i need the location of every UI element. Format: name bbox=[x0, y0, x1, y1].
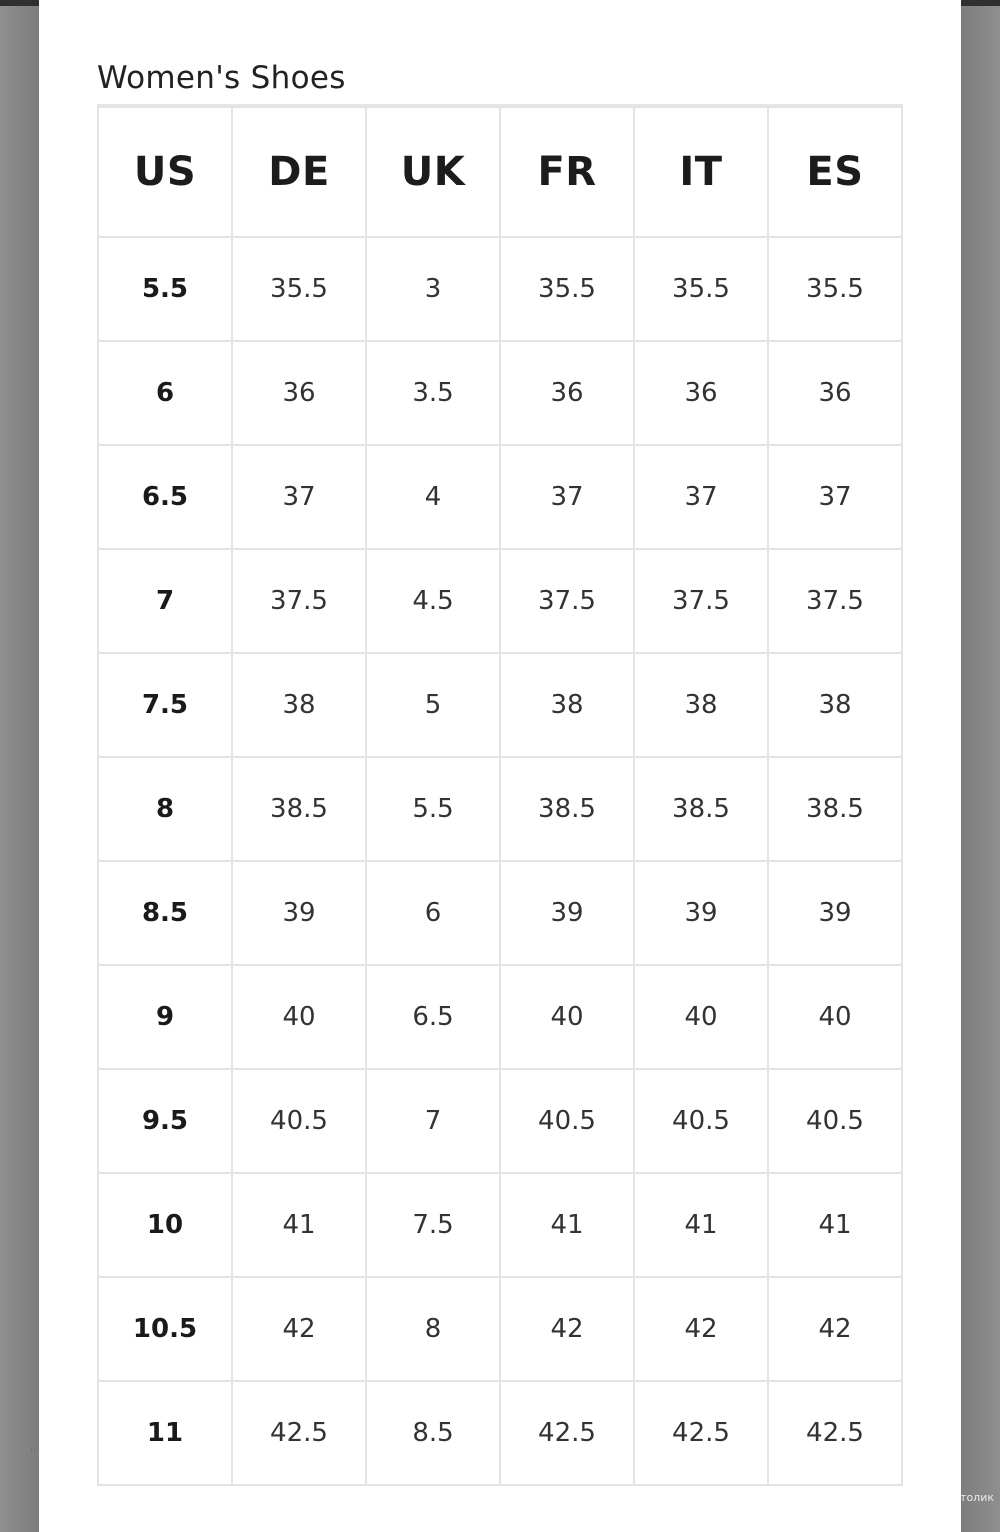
table-header-row bbox=[98, 107, 902, 237]
cell-de: 35.5 bbox=[232, 237, 366, 341]
cell-de: 40 bbox=[232, 965, 366, 1069]
column-header-uk: UK bbox=[366, 107, 500, 237]
cell-de: 39 bbox=[232, 861, 366, 965]
size-conversion-table bbox=[97, 106, 903, 1486]
cell-it: 40.5 bbox=[634, 1069, 768, 1173]
column-header-it: IT bbox=[634, 107, 768, 237]
cell-fr: 42 bbox=[500, 1277, 634, 1381]
cell-fr: 37 bbox=[500, 445, 634, 549]
cell-de: 40.5 bbox=[232, 1069, 366, 1173]
cell-it: 37 bbox=[634, 445, 768, 549]
cell-fr: 42.5 bbox=[500, 1381, 634, 1485]
table-row bbox=[98, 549, 902, 653]
right-background bbox=[961, 0, 1000, 1532]
cell-es: 39 bbox=[768, 861, 902, 965]
cell-us: 7 bbox=[98, 549, 232, 653]
table-row bbox=[98, 861, 902, 965]
cell-us: 5.5 bbox=[98, 237, 232, 341]
cell-it: 37.5 bbox=[634, 549, 768, 653]
cell-es: 38 bbox=[768, 653, 902, 757]
cell-uk: 3 bbox=[366, 237, 500, 341]
cell-uk: 6.5 bbox=[366, 965, 500, 1069]
cell-es: 42.5 bbox=[768, 1381, 902, 1485]
table-row bbox=[98, 653, 902, 757]
cell-us: 10.5 bbox=[98, 1277, 232, 1381]
cell-us: 10 bbox=[98, 1173, 232, 1277]
cell-uk: 8 bbox=[366, 1277, 500, 1381]
left-edge-mark: .. bbox=[30, 1442, 37, 1453]
cell-fr: 38.5 bbox=[500, 757, 634, 861]
cell-fr: 38 bbox=[500, 653, 634, 757]
cell-fr: 39 bbox=[500, 861, 634, 965]
cell-fr: 37.5 bbox=[500, 549, 634, 653]
table-row bbox=[98, 445, 902, 549]
cell-us: 6.5 bbox=[98, 445, 232, 549]
cell-us: 11 bbox=[98, 1381, 232, 1485]
cell-es: 37.5 bbox=[768, 549, 902, 653]
cell-es: 36 bbox=[768, 341, 902, 445]
cell-de: 38 bbox=[232, 653, 366, 757]
cell-uk: 7 bbox=[366, 1069, 500, 1173]
cell-us: 6 bbox=[98, 341, 232, 445]
column-header-de: DE bbox=[232, 107, 366, 237]
cell-uk: 4 bbox=[366, 445, 500, 549]
table-row bbox=[98, 757, 902, 861]
cell-es: 42 bbox=[768, 1277, 902, 1381]
cell-it: 38 bbox=[634, 653, 768, 757]
table-row bbox=[98, 965, 902, 1069]
cell-de: 38.5 bbox=[232, 757, 366, 861]
cell-it: 39 bbox=[634, 861, 768, 965]
cell-uk: 5 bbox=[366, 653, 500, 757]
cell-uk: 8.5 bbox=[366, 1381, 500, 1485]
cell-fr: 36 bbox=[500, 341, 634, 445]
cell-us: 8 bbox=[98, 757, 232, 861]
cell-us: 7.5 bbox=[98, 653, 232, 757]
watermark-text: толик bbox=[960, 1491, 994, 1504]
cell-us: 9.5 bbox=[98, 1069, 232, 1173]
top-left-edge bbox=[0, 0, 39, 6]
cell-uk: 3.5 bbox=[366, 341, 500, 445]
table-row bbox=[98, 1173, 902, 1277]
cell-it: 42.5 bbox=[634, 1381, 768, 1485]
column-header-fr: FR bbox=[500, 107, 634, 237]
cell-uk: 5.5 bbox=[366, 757, 500, 861]
cell-us: 8.5 bbox=[98, 861, 232, 965]
cell-de: 41 bbox=[232, 1173, 366, 1277]
cell-it: 41 bbox=[634, 1173, 768, 1277]
column-header-es: ES bbox=[768, 107, 902, 237]
cell-es: 41 bbox=[768, 1173, 902, 1277]
cell-fr: 35.5 bbox=[500, 237, 634, 341]
cell-it: 36 bbox=[634, 341, 768, 445]
size-chart-sheet bbox=[39, 0, 961, 1532]
left-background bbox=[0, 0, 39, 1532]
cell-fr: 40 bbox=[500, 965, 634, 1069]
cell-fr: 40.5 bbox=[500, 1069, 634, 1173]
cell-es: 37 bbox=[768, 445, 902, 549]
cell-de: 37 bbox=[232, 445, 366, 549]
cell-de: 36 bbox=[232, 341, 366, 445]
cell-fr: 41 bbox=[500, 1173, 634, 1277]
cell-es: 40 bbox=[768, 965, 902, 1069]
column-header-us: US bbox=[98, 107, 232, 237]
table-row bbox=[98, 1381, 902, 1485]
cell-us: 9 bbox=[98, 965, 232, 1069]
cell-de: 42 bbox=[232, 1277, 366, 1381]
table-row bbox=[98, 1277, 902, 1381]
table-row bbox=[98, 1069, 902, 1173]
cell-es: 35.5 bbox=[768, 237, 902, 341]
table-row bbox=[98, 237, 902, 341]
table-row bbox=[98, 341, 902, 445]
cell-it: 35.5 bbox=[634, 237, 768, 341]
cell-uk: 7.5 bbox=[366, 1173, 500, 1277]
cell-de: 42.5 bbox=[232, 1381, 366, 1485]
cell-uk: 6 bbox=[366, 861, 500, 965]
table-body bbox=[98, 237, 902, 1485]
top-right-edge bbox=[961, 0, 1000, 6]
cell-es: 38.5 bbox=[768, 757, 902, 861]
cell-it: 42 bbox=[634, 1277, 768, 1381]
cell-es: 40.5 bbox=[768, 1069, 902, 1173]
cell-it: 40 bbox=[634, 965, 768, 1069]
cell-de: 37.5 bbox=[232, 549, 366, 653]
cell-it: 38.5 bbox=[634, 757, 768, 861]
page-title: Women's Shoes bbox=[97, 60, 346, 96]
cell-uk: 4.5 bbox=[366, 549, 500, 653]
